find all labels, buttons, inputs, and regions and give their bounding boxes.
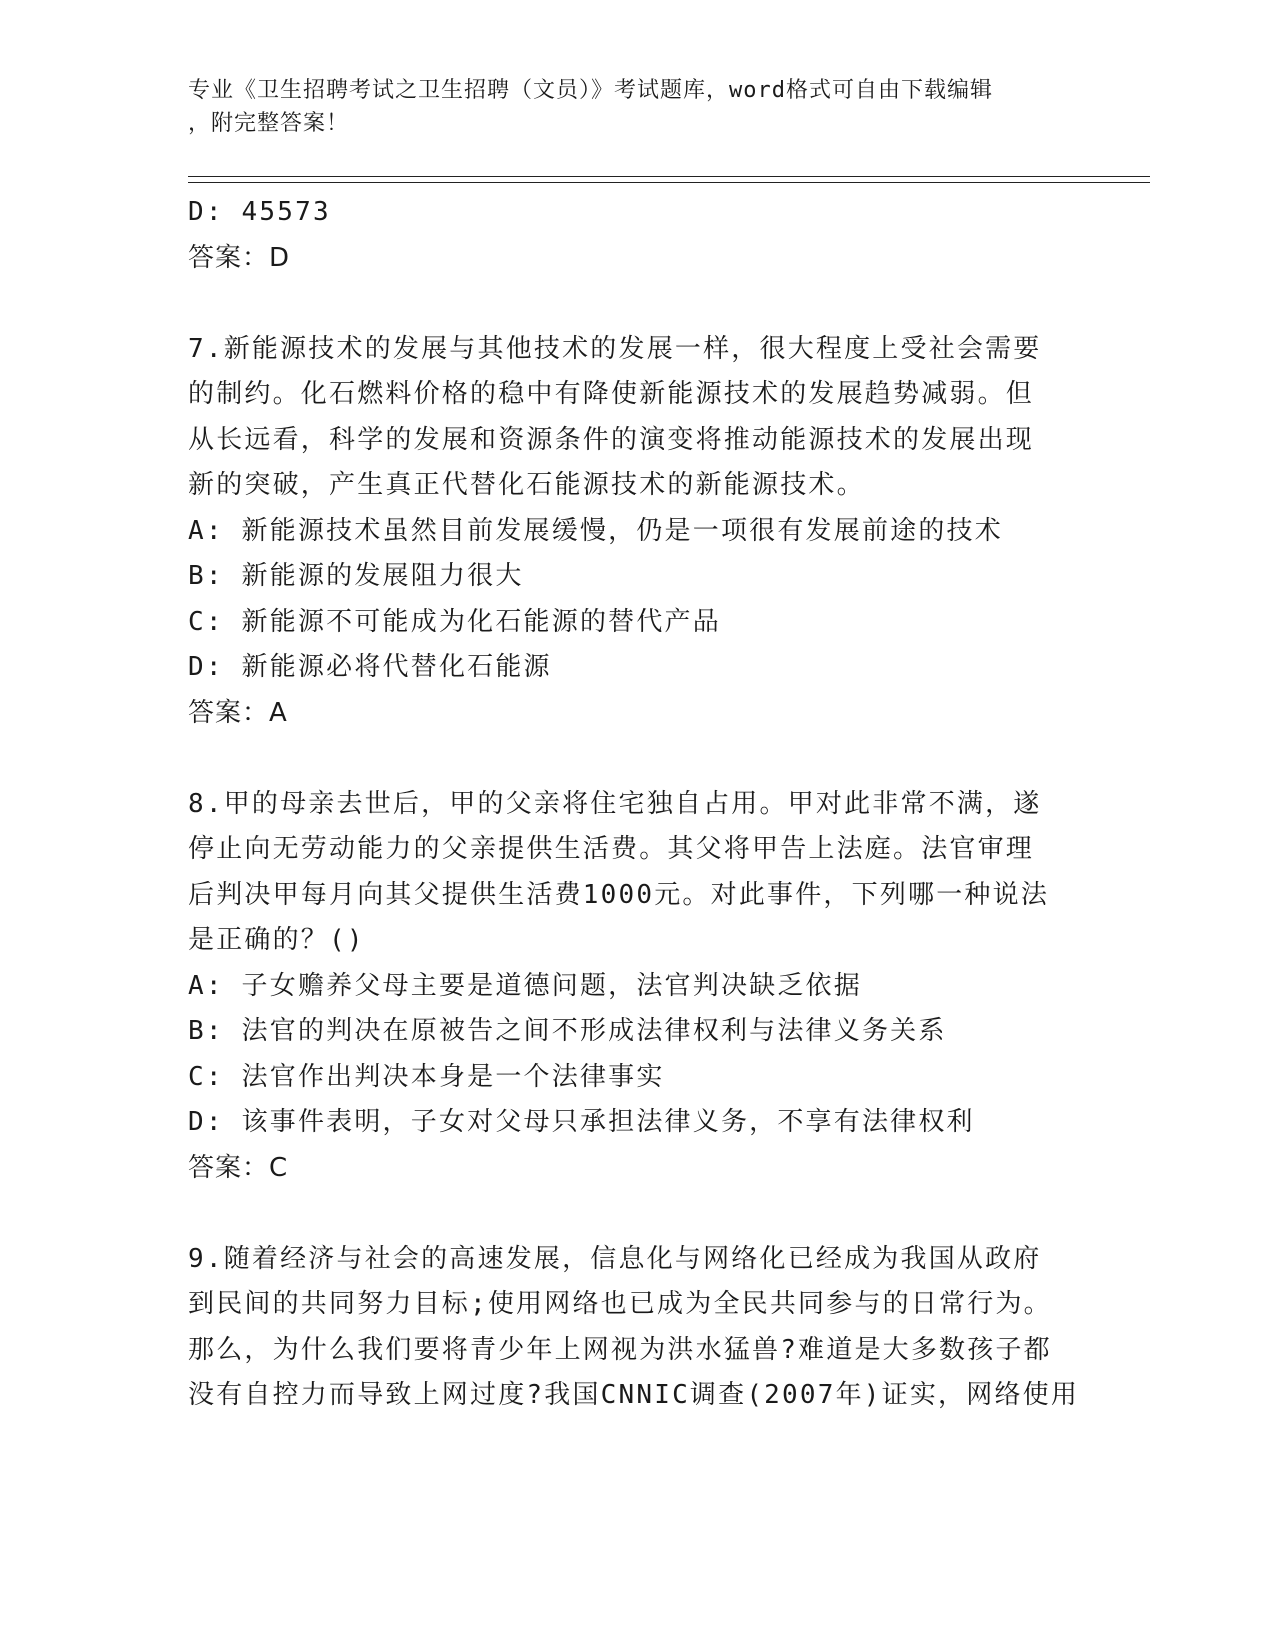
question-stem-line: 后判决甲每月向其父提供生活费1000元。对此事件，下列哪一种说法 xyxy=(188,879,1050,910)
question-stem-line: 8.甲的母亲去世后，甲的父亲将住宅独自占用。甲对此非常不满，遂 xyxy=(188,788,1042,819)
answer-label: 答案：D xyxy=(188,242,291,273)
header-line-1: 专业《卫生招聘考试之卫生招聘（文员）》考试题库，word格式可自由下载编辑 xyxy=(188,78,993,103)
option-c: C: 法官作出判决本身是一个法律事实 xyxy=(188,1061,665,1092)
question-stem-line: 那么，为什么我们要将青少年上网视为洪水猛兽?难道是大多数孩子都 xyxy=(188,1334,1052,1365)
option-a: A: 新能源技术虽然目前发展缓慢，仍是一项很有发展前途的技术 xyxy=(188,515,1003,546)
question-stem-line: 没有自控力而导致上网过度?我国CNNIC调查(2007年)证实，网络使用 xyxy=(188,1380,1080,1410)
header-divider-bottom xyxy=(188,182,1150,183)
question-stem-line: 9.随着经济与社会的高速发展，信息化与网络化已经成为我国从政府 xyxy=(188,1243,1042,1274)
question-stem-line: 到民间的共同努力目标;使用网络也已成为全民共同参与的日常行为。 xyxy=(188,1289,1052,1319)
question-stem-line: 停止向无劳动能力的父亲提供生活费。其父将甲告上法庭。法官审理 xyxy=(188,834,1035,864)
question-8 xyxy=(188,782,1088,1192)
option-b: B: 新能源的发展阻力很大 xyxy=(188,561,524,591)
option-d: D: 45573 xyxy=(188,197,331,227)
option-b: B: 法官的判决在原被告之间不形成法律权利与法律义务关系 xyxy=(188,1016,947,1046)
question-stem-line: 的制约。化石燃料价格的稳中有降使新能源技术的发展趋势减弱。但 xyxy=(188,379,1035,409)
question-stem-line: 从长远看，科学的发展和资源条件的演变将推动能源技术的发展出现 xyxy=(188,424,1035,455)
answer-label: 答案：C xyxy=(188,1152,289,1183)
question-stem-line: 是正确的？() xyxy=(188,925,365,955)
question-9 xyxy=(188,1237,1088,1419)
question-list xyxy=(188,190,1088,1419)
header-divider-top xyxy=(188,176,1150,177)
option-d: D: 该事件表明，子女对父母只承担法律义务，不享有法律权利 xyxy=(188,1107,975,1137)
question-7 xyxy=(188,327,1088,737)
question-stem-line: 7.新能源技术的发展与其他技术的发展一样，很大程度上受社会需要 xyxy=(188,333,1042,364)
question-stem-line: 新的突破，产生真正代替化石能源技术的新能源技术。 xyxy=(188,470,865,500)
option-c: C: 新能源不可能成为化石能源的替代产品 xyxy=(188,606,721,637)
header-line-2: ，附完整答案！ xyxy=(188,111,350,136)
document-header xyxy=(188,74,1068,140)
option-a: A: 子女赡养父母主要是道德问题，法官判决缺乏依据 xyxy=(188,970,862,1001)
option-d: D: 新能源必将代替化石能源 xyxy=(188,652,552,682)
answer-label: 答案：A xyxy=(188,697,288,728)
